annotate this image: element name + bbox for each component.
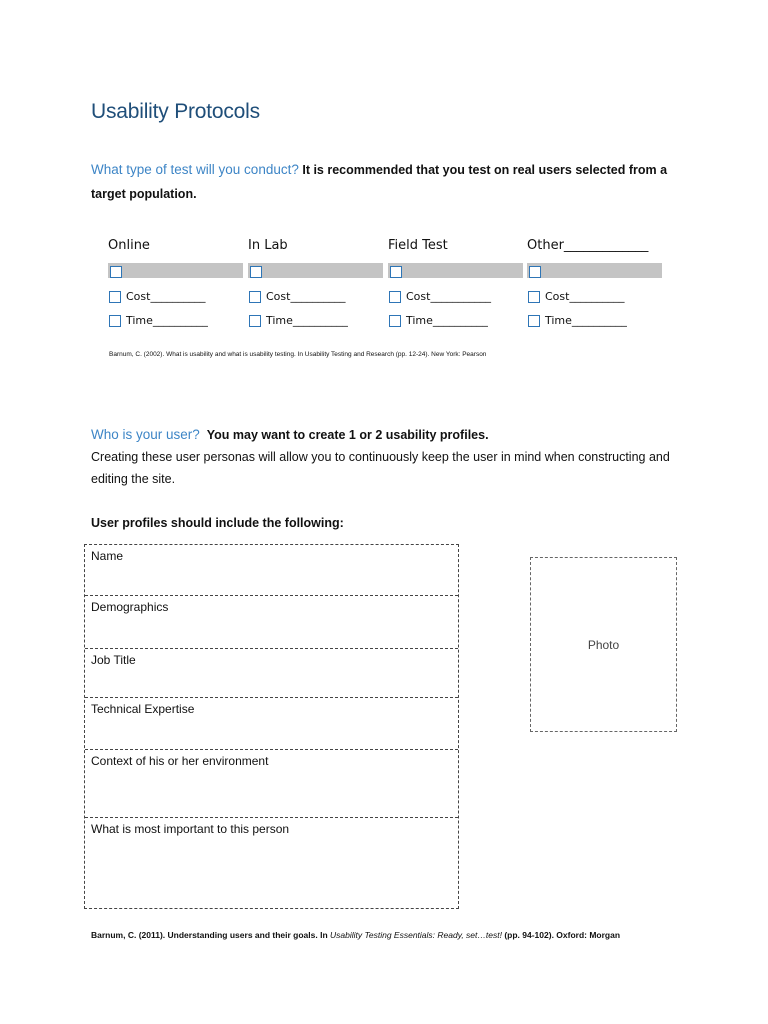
citation-1: Barnum, C. (2002). What is usability and what is usability testing. In Usability Testing and Research (pp. 12-24). New York: Pearson — [109, 351, 487, 358]
time-checkbox[interactable] — [249, 315, 261, 327]
field-label: Job Title — [91, 653, 136, 667]
profile-field-name[interactable] — [85, 545, 458, 596]
test-type-heading: What type of test will you conduct? — [91, 162, 299, 177]
photo-label: Photo — [587, 637, 620, 652]
cost-checkbox[interactable] — [389, 291, 401, 303]
option-bar — [527, 263, 662, 278]
field-label: Demographics — [91, 600, 169, 614]
time-label: Time__________ — [545, 314, 627, 327]
option-checkbox[interactable] — [390, 266, 402, 278]
test-type-text: It is recommended that you test on real users selected from a target population. — [91, 163, 668, 201]
profile-field-job-title[interactable] — [85, 649, 458, 698]
photo-placeholder[interactable] — [530, 557, 677, 732]
option-bar — [388, 263, 523, 278]
cost-label: Cost__________ — [126, 290, 206, 303]
option-bar — [108, 263, 243, 278]
time-checkbox[interactable] — [109, 315, 121, 327]
option-online — [108, 238, 243, 327]
test-type-question — [91, 158, 691, 206]
profile-field-most-important[interactable] — [85, 818, 458, 908]
profile-table — [84, 544, 459, 909]
cost-label: Cost__________ — [266, 290, 346, 303]
option-checkbox[interactable] — [529, 266, 541, 278]
user-bold-text: You may want to create 1 or 2 usability profiles. — [206, 428, 489, 442]
time-row — [109, 314, 208, 327]
cost-row — [249, 290, 345, 303]
option-bar — [248, 263, 383, 278]
cost-checkbox[interactable] — [249, 291, 261, 303]
option-other — [527, 238, 662, 327]
option-checkbox[interactable] — [250, 266, 262, 278]
time-checkbox[interactable] — [389, 315, 401, 327]
profile-field-technical-expertise[interactable] — [85, 698, 458, 750]
option-label: Field Test — [388, 238, 448, 253]
option-checkbox[interactable] — [110, 266, 122, 278]
profile-field-context[interactable] — [85, 750, 458, 818]
option-label: Other_____________ — [527, 238, 649, 253]
time-label: Time__________ — [266, 314, 348, 327]
user-text-line-2: editing the site. — [91, 472, 176, 486]
field-label: Technical Expertise — [91, 702, 195, 716]
profiles-label: User profiles should include the following: — [91, 516, 344, 530]
option-label: Online — [108, 238, 150, 253]
option-in-lab — [248, 238, 383, 327]
citation-2 — [91, 930, 620, 940]
user-text-line-1: Creating these user personas will allow you to continuously keep the user in mind when constructing and — [91, 450, 670, 464]
time-label: Time__________ — [406, 314, 488, 327]
cost-checkbox[interactable] — [528, 291, 540, 303]
time-row — [249, 314, 348, 327]
cost-row — [109, 290, 205, 303]
cost-row — [528, 290, 624, 303]
cost-label: Cost__________ — [545, 290, 625, 303]
citation-2-prefix: Barnum, C. (2011). Understanding users and their goals. In — [91, 930, 330, 940]
citation-2-suffix: (pp. 94-102). Oxford: Morgan — [501, 930, 621, 940]
field-label: Name — [91, 549, 124, 563]
citation-2-book: Usability Testing Essentials: Ready, set…test! — [330, 930, 502, 940]
page-title: Usability Protocols — [91, 100, 260, 123]
time-label: Time__________ — [126, 314, 208, 327]
profile-field-demographics[interactable] — [85, 596, 458, 649]
time-checkbox[interactable] — [528, 315, 540, 327]
field-label: What is most important to this person — [91, 822, 290, 836]
field-label: Context of his or her environment — [91, 754, 269, 768]
cost-label: Cost___________ — [406, 290, 491, 303]
time-row — [528, 314, 627, 327]
cost-checkbox[interactable] — [109, 291, 121, 303]
user-heading: Who is your user? — [91, 427, 200, 442]
time-row — [389, 314, 488, 327]
option-field-test — [388, 238, 523, 327]
option-label: In Lab — [248, 238, 288, 253]
cost-row — [389, 290, 491, 303]
user-question — [91, 424, 691, 490]
